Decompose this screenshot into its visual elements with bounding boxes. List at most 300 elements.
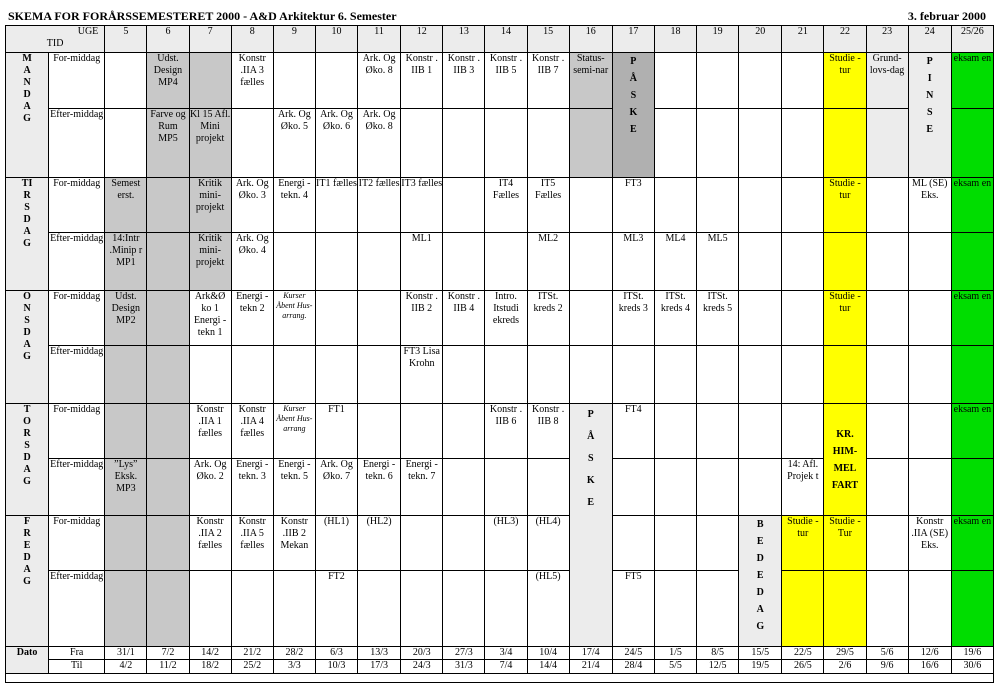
schedule-cell: IT3 fælles [401,178,443,233]
date-cell: 17/3 [358,660,401,674]
schedule-cell: Konstr .IIA 3 fælles [231,53,273,109]
schedule-cell: FT2 [315,571,357,647]
fredag-formiddag-row [6,516,994,571]
week-header: 6 [147,26,189,53]
date-cell: 8/5 [697,647,739,660]
schedule-cell [739,291,782,346]
schedule-cell [105,404,147,459]
schedule-cell [824,346,866,404]
time-label: Efter-middag [49,571,105,647]
schedule-cell [189,346,231,404]
schedule-cell [782,178,824,233]
schedule-cell [782,291,824,346]
schedule-cell [231,346,273,404]
time-label: Efter-middag [49,459,105,516]
date-cell: 31/3 [443,660,485,674]
schedule-cell: ML (SE) Eks. [908,178,951,233]
date-cell: 19/5 [739,660,782,674]
schedule-cell: ML4 [654,233,696,291]
week-header: 8 [231,26,273,53]
schedule-cell [866,346,908,404]
onsdag-eftermiddag-row [6,346,994,404]
date-cell: 24/3 [401,660,443,674]
schedule-cell: Studie - Tur [824,516,866,571]
schedule-cell: Studie - tur [824,291,866,346]
schedule-cell: FT3 Lisa Krohn [401,346,443,404]
schedule-cell [866,178,908,233]
schedule-cell [782,571,824,647]
date-cell: 21/2 [231,647,273,660]
schedule-cell [824,571,866,647]
date-cell: 11/2 [147,660,189,674]
schedule-cell [485,459,527,516]
schedule-cell: Konstr .IIA 2 fælles [189,516,231,571]
schedule-cell [866,516,908,571]
fra-label: Fra [49,647,105,660]
schedule-cell: Energi -tekn. 4 [273,178,315,233]
date-cell: 28/2 [273,647,315,660]
schedule-cell [358,346,401,404]
schedule-cell [782,109,824,178]
schedule-cell [612,459,654,516]
schedule-cell [866,291,908,346]
paaske-cell-torsdag-fredag: PÅSKE [569,404,612,647]
date-cell: 15/5 [739,647,782,660]
schedule-cell: Energi -tekn 2 [231,291,273,346]
schedule-cell: Konstr . IIB 6 [485,404,527,459]
schedule-cell [697,404,739,459]
date-cell: 5/6 [866,647,908,660]
schedule-cell: (HL1) [315,516,357,571]
schedule-cell: Semest erst. [105,178,147,233]
date-cell: 5/5 [654,660,696,674]
schedule-cell [654,346,696,404]
schedule-cell: (HL2) [358,516,401,571]
day-label-onsdag: ONSDAG [6,291,49,404]
schedule-cell [782,53,824,109]
schedule-cell [739,178,782,233]
schedule-cell [824,233,866,291]
schedule-cell [697,516,739,571]
schedule-cell [485,571,527,647]
schedule-cell [951,571,993,647]
schedule-cell: Konstr .IIA 1 fælles [189,404,231,459]
schedule-cell: Konstr . IIB 3 [443,53,485,109]
schedule-cell [569,233,612,291]
week-header: 16 [569,26,612,53]
schedule-cell [951,346,993,404]
schedule-cell [527,459,569,516]
schedule-cell [527,346,569,404]
schedule-cell [105,53,147,109]
schedule-cell: Konstr .IIA 4 fælles [231,404,273,459]
schedule-cell: FT3 [612,178,654,233]
schedule-cell [358,404,401,459]
schedule-cell [358,571,401,647]
schedule-cell [739,459,782,516]
tid-label: TID [46,38,64,49]
dato-til-row [6,660,994,674]
time-label: For-middag [49,53,105,109]
week-header: 7 [189,26,231,53]
schedule-cell: Studie - tur [782,516,824,571]
schedule-cell: Energi -tekn. 7 [401,459,443,516]
schedule-cell [654,459,696,516]
mandag-eftermiddag-row [6,109,994,178]
schedule-cell: Ark&Ø ko 1 Energi -tekn 1 [189,291,231,346]
schedule-cell [569,291,612,346]
date-cell: 29/5 [824,647,866,660]
schedule-cell [273,571,315,647]
schedule-cell: Ark. Og Øko. 8 [358,109,401,178]
schedule-cell [908,459,951,516]
schedule-cell: Konstr . IIB 7 [527,53,569,109]
schedule-cell [443,404,485,459]
schedule-cell [654,178,696,233]
schedule-cell: Kritik mini-projekt [189,233,231,291]
date-cell: 13/3 [358,647,401,660]
schedule-cell: Energi -tekn. 3 [231,459,273,516]
week-header: 15 [527,26,569,53]
date-cell: 27/3 [443,647,485,660]
week-header: 23 [866,26,908,53]
schedule-cell [315,291,357,346]
mandag-formiddag-row [6,53,994,109]
week-header: 13 [443,26,485,53]
schedule-cell: Ark. Og Øko. 3 [231,178,273,233]
time-label: For-middag [49,404,105,459]
date-cell: 14/4 [527,660,569,674]
schedule-cell: Ark. Og Øko. 7 [315,459,357,516]
dato-label: Dato [6,647,49,674]
schedule-cell: Kritik mini-projekt [189,178,231,233]
schedule-cell [908,233,951,291]
schedule-cell: FT1 [315,404,357,459]
date-cell: 20/3 [401,647,443,660]
schedule-cell: Kurser Åbent Hus-arrang. [273,291,315,346]
schedule-cell [401,109,443,178]
schedule-cell: Ark. Og Øko. 4 [231,233,273,291]
time-label: For-middag [49,516,105,571]
week-header: 19 [697,26,739,53]
schedule-cell: ITSt. kreds 4 [654,291,696,346]
schedule-cell: Konstr . IIB 4 [443,291,485,346]
schedule-cell [485,233,527,291]
schedule-cell: ”Lys” Eksk. MP3 [105,459,147,516]
date-cell: 22/5 [782,647,824,660]
date-cell: 24/5 [612,647,654,660]
date-cell: 3/4 [485,647,527,660]
schedule-cell: Konstr . IIB 1 [401,53,443,109]
schedule-cell: FT5 [612,571,654,647]
date-cell: 7/2 [147,647,189,660]
date-cell: 21/4 [569,660,612,674]
schedule-cell [697,178,739,233]
schedule-cell [866,571,908,647]
schedule-cell: Farve og Rum MP5 [147,109,189,178]
schedule-cell [273,233,315,291]
schedule-cell: Konstr . IIB 5 [485,53,527,109]
schedule-cell: eksam en [951,516,993,571]
schedule-cell [147,459,189,516]
torsdag-formiddag-row [6,404,994,459]
week-header: 20 [739,26,782,53]
schedule-cell: Ark. Og Øko. 5 [273,109,315,178]
schedule-cell [401,516,443,571]
schedule-cell: ITSt. kreds 3 [612,291,654,346]
schedule-cell [273,53,315,109]
schedule-cell: eksam en [951,291,993,346]
onsdag-formiddag-row [6,291,994,346]
schedule-cell [697,109,739,178]
schedule-table [5,25,994,674]
schedule-cell: Konstr .IIA 5 fælles [231,516,273,571]
schedule-cell [358,291,401,346]
schedule-cell [315,233,357,291]
schedule-cell [569,346,612,404]
schedule-cell [527,109,569,178]
schedule-cell: Ark. Og Øko. 8 [358,53,401,109]
schedule-cell: FT4 [612,404,654,459]
date-cell: 3/3 [273,660,315,674]
schedule-cell: 14:Intr .Minip r MP1 [105,233,147,291]
schedule-cell: Ark. Og Øko. 2 [189,459,231,516]
time-label: For-middag [49,178,105,233]
schedule-cell: IT1 fælles [315,178,357,233]
schedule-cell: ITSt. kreds 5 [697,291,739,346]
date-cell: 30/6 [951,660,993,674]
schedule-cell: Konstr . IIB 8 [527,404,569,459]
schedule-cell [951,109,993,178]
schedule-cell: Energi -tekn. 5 [273,459,315,516]
paaske-cell-mandag: PÅSKE [612,53,654,178]
kr-himmelfart-cell: KR. HIM-MEL FART [824,404,866,516]
schedule-cell [908,346,951,404]
tid-uge-header [6,26,105,53]
schedule-cell: ML5 [697,233,739,291]
bededag-cell: BEDEDAG [739,516,782,647]
schedule-cell: ML3 [612,233,654,291]
date-cell: 26/5 [782,660,824,674]
schedule-cell: Energi -tekn. 6 [358,459,401,516]
date-cell: 2/6 [824,660,866,674]
date-cell: 4/2 [105,660,147,674]
schedule-cell: Konstr .IIB 2 Mekan [273,516,315,571]
day-label-torsdag: TORSDAG [6,404,49,516]
schedule-cell [654,109,696,178]
schedule-cell [782,404,824,459]
week-header: 10 [315,26,357,53]
schedule-grid [5,25,994,683]
schedule-cell [358,233,401,291]
date-cell: 19/6 [951,647,993,660]
date-cell: 7/4 [485,660,527,674]
date-cell: 9/6 [866,660,908,674]
schedule-cell [782,233,824,291]
schedule-cell: eksam en [951,404,993,459]
schedule-cell: (HL3) [485,516,527,571]
pinse-cell: PINSE [908,53,951,178]
schedule-cell [654,571,696,647]
uge-label: UGE [77,26,99,37]
schedule-cell: Kl 15 Afl. Mini projekt [189,109,231,178]
schedule-cell [569,109,612,178]
week-header: 18 [654,26,696,53]
date-cell: 1/5 [654,647,696,660]
schedule-cell [147,233,189,291]
schedule-cell: IT5 Fælles [527,178,569,233]
schedule-cell [147,516,189,571]
schedule-cell [315,53,357,109]
schedule-cell [485,109,527,178]
schedule-cell [443,109,485,178]
schedule-cell [105,571,147,647]
header-row [6,26,994,53]
schedule-cell [189,53,231,109]
schedule-cell [697,346,739,404]
schedule-cell [908,404,951,459]
date-cell: 28/4 [612,660,654,674]
schedule-cell: Grund-lovs-dag [866,53,908,109]
week-header: 12 [401,26,443,53]
schedule-cell [951,459,993,516]
schedule-cell: Udst. Design MP4 [147,53,189,109]
schedule-cell [654,516,696,571]
dato-fra-row [6,647,994,660]
schedule-cell [189,571,231,647]
schedule-cell [443,459,485,516]
schedule-cell [105,346,147,404]
schedule-cell [147,404,189,459]
week-header: 25/26 [951,26,993,53]
schedule-cell [443,178,485,233]
date-cell: 12/6 [908,647,951,660]
week-header: 14 [485,26,527,53]
schedule-cell: Ark. Og Øko. 6 [315,109,357,178]
schedule-cell [273,346,315,404]
schedule-cell [697,571,739,647]
schedule-cell [147,291,189,346]
schedule-cell [401,404,443,459]
date-cell: 10/3 [315,660,357,674]
schedule-cell [105,516,147,571]
schedule-cell [739,346,782,404]
schedule-cell [147,178,189,233]
schedule-cell: Konstr . IIB 2 [401,291,443,346]
schedule-cell: eksam en [951,178,993,233]
date-cell: 14/2 [189,647,231,660]
schedule-cell [654,404,696,459]
schedule-cell: ML1 [401,233,443,291]
schedule-cell [739,404,782,459]
fredag-eftermiddag-row [6,571,994,647]
date-cell: 10/4 [527,647,569,660]
date-cell: 17/4 [569,647,612,660]
week-header: 9 [273,26,315,53]
schedule-cell [654,53,696,109]
schedule-cell: Konstr .IIA (SE) Eks. [908,516,951,571]
schedule-cell [866,459,908,516]
schedule-cell [739,109,782,178]
schedule-cell [315,346,357,404]
schedule-cell: IT2 fælles [358,178,401,233]
schedule-cell: ITSt. kreds 2 [527,291,569,346]
schedule-cell: eksam en [951,53,993,109]
tirsdag-eftermiddag-row [6,233,994,291]
date-cell: 31/1 [105,647,147,660]
til-label: Til [49,660,105,674]
page-header [0,0,996,26]
schedule-cell: Status-semi-nar [569,53,612,109]
week-header: 21 [782,26,824,53]
schedule-cell: Intro. Itstudi ekreds [485,291,527,346]
schedule-cell [782,346,824,404]
tirsdag-formiddag-row [6,178,994,233]
schedule-cell [697,53,739,109]
schedule-cell [951,233,993,291]
schedule-cell [612,346,654,404]
time-label: Efter-middag [49,346,105,404]
schedule-cell: Studie - tur [824,178,866,233]
date-cell: 25/2 [231,660,273,674]
day-label-fredag: FREDAG [6,516,49,647]
schedule-cell [866,404,908,459]
schedule-cell [908,571,951,647]
schedule-cell [147,346,189,404]
schedule-cell [824,109,866,178]
date-cell: 18/2 [189,660,231,674]
schedule-cell: (HL4) [527,516,569,571]
schedule-cell: (HL5) [527,571,569,647]
schedule-cell [443,233,485,291]
schedule-cell: Studie - tur [824,53,866,109]
week-header: 24 [908,26,951,53]
schedule-title: SKEMA FOR FORÅRSSEMESTERET 2000 - A&D Arkitektur 6. Semester [8,9,397,23]
schedule-cell: Kurser Åbent Hus-arrang [273,404,315,459]
schedule-cell [908,291,951,346]
schedule-cell [443,516,485,571]
schedule-cell [739,233,782,291]
date-cell: 12/5 [697,660,739,674]
schedule-cell [866,109,908,178]
schedule-cell [443,346,485,404]
schedule-cell [147,571,189,647]
schedule-cell [231,571,273,647]
schedule-cell: IT4 Fælles [485,178,527,233]
schedule-cell: Udst. Design MP2 [105,291,147,346]
day-label-mandag: MANDAG [6,53,49,178]
time-label: Efter-middag [49,233,105,291]
time-label: For-middag [49,291,105,346]
schedule-cell [485,346,527,404]
schedule-date: 3. februar 2000 [907,9,986,23]
schedule-cell [105,109,147,178]
week-header: 11 [358,26,401,53]
time-label: Efter-middag [49,109,105,178]
schedule-cell [401,571,443,647]
schedule-cell [739,53,782,109]
schedule-cell [612,516,654,571]
day-label-tirsdag: TIRSDAG [6,178,49,291]
date-cell: 16/6 [908,660,951,674]
week-header: 5 [105,26,147,53]
week-header: 17 [612,26,654,53]
date-cell: 6/3 [315,647,357,660]
schedule-cell [866,233,908,291]
schedule-cell [697,459,739,516]
schedule-cell: 14: Afl. Projek t [782,459,824,516]
schedule-cell: ML2 [527,233,569,291]
